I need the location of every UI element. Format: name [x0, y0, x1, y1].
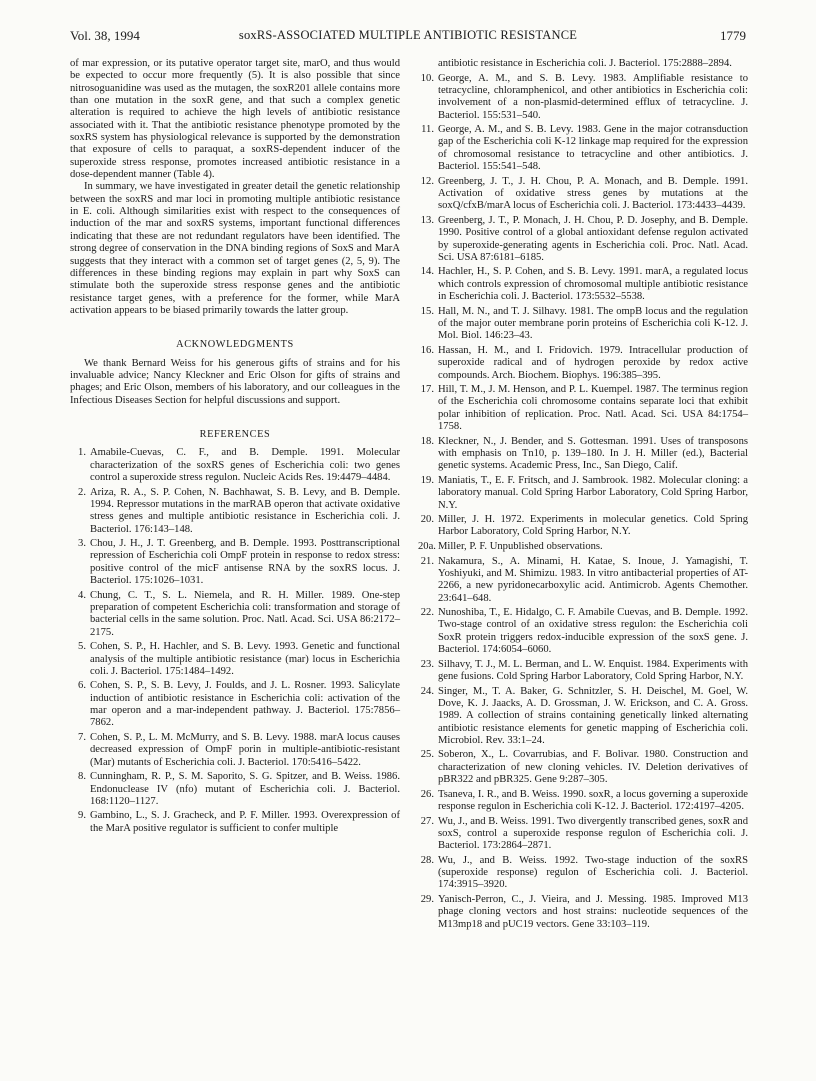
reference-item — [418, 855, 748, 892]
reference-item — [418, 514, 748, 539]
reference-item — [418, 541, 748, 553]
reference-number: 15. — [420, 305, 434, 317]
reference-list — [70, 447, 400, 835]
reference-item — [418, 659, 748, 684]
reference-number: 16. — [420, 344, 434, 356]
reference-item — [418, 789, 748, 814]
volume-label: Vol. 38, 1994 — [70, 28, 140, 43]
running-title: soxRS-ASSOCIATED MULTIPLE ANTIBIOTIC RESISTANCE — [238, 28, 578, 42]
reference-number: 20. — [420, 514, 434, 526]
reference-item — [70, 771, 400, 808]
reference-item — [418, 176, 748, 213]
reference-item — [70, 487, 400, 536]
reference-item — [70, 641, 400, 678]
acknowledgments-text: We thank Bernard Weiss for his generous gifts of strains and for his invaluable advice; Nancy Kleckner and Eric Olson for gifts of strains and phages; and Eric Olson, members of his laboratory, and our colleagues in the Infectious Diseases Section for helpful discussions and support. — [70, 357, 400, 406]
reference-text: Kleckner, N., J. Bender, and S. Gottesman. 1991. Uses of transposons with emphasis on Tn10, p. 139–180. In J. H. Miller (ed.), Bacterial genetic systems. Academic Press, Inc., San Diego, Calif. — [438, 435, 748, 472]
reference-text: Singer, M., T. A. Baker, G. Schnitzler, S. H. Deischel, M. Goel, W. Dove, K. J. Jaacks, A. D. Grossman, J. W. Erickson, and C. A. Gross. 1989. A collection of strains containing genetically linked alternating antibiotic resistance elements for genetic mapping of Escherichia coli. Microbiol. Rev. 33:1–24. — [438, 685, 748, 746]
reference-number: 29. — [420, 893, 434, 905]
reference-item — [418, 345, 748, 382]
reference-number: 10. — [420, 72, 434, 84]
reference-text: Wu, J., and B. Weiss. 1992. Two-stage induction of the soxRS (superoxide response) regulon of Escherichia coli. J. Bacteriol. 174:3915–3920. — [438, 854, 748, 891]
reference-number: 6. — [78, 680, 86, 692]
reference-item — [418, 306, 748, 343]
left-column — [70, 58, 400, 837]
reference-item — [418, 894, 748, 931]
reference-text: Hachler, H., S. P. Cohen, and S. B. Levy. 1991. marA, a regulated locus which controls expression of chromosomal multiple antibiotic resistance in Escherichia coli. J. Bacteriol. 173:5532–5538. — [438, 266, 748, 303]
reference-item — [418, 124, 748, 173]
reference-item — [70, 590, 400, 639]
reference-text: Cohen, S. P., L. M. McMurry, and S. B. Levy. 1988. marA locus causes decreased expression of OmpF porin in multiple-antibiotic-resistant (Mar) mutants of Escherichia coli. J. Bacteriol. 170:5416–5422. — [90, 731, 400, 768]
reference-continuation — [418, 58, 748, 70]
reference-text: Maniatis, T., E. F. Fritsch, and J. Sambrook. 1982. Molecular cloning: a laboratory manual. Cold Spring Harbor Laboratory, Cold Spring Harbor, N.Y. — [438, 474, 748, 511]
reference-item — [418, 73, 748, 122]
reference-item — [418, 749, 748, 786]
reference-text: Hassan, H. M., and I. Fridovich. 1979. Intracellular production of superoxide radical and of hydrogen peroxide by redox active compounds. Arch. Biochem. Biophys. 196:385–395. — [438, 344, 748, 381]
reference-text: Cunningham, R. P., S. M. Saporito, S. G. Spitzer, and B. Weiss. 1986. Endonuclease IV (nfo) mutant of Escherichia coli. J. Bacteriol. 168:1120–1127. — [90, 771, 400, 807]
reference-number: 7. — [78, 731, 86, 743]
right-column — [418, 58, 748, 933]
reference-text: George, A. M., and S. B. Levy. 1983. Gene in the major cotransduction gap of the Escherichia coli K-12 linkage map required for the expression of chromosomal resistance to tetracycline and other antibiotics. J. Bacteriol. 155:541–548. — [438, 124, 748, 173]
reference-text: Greenberg, J. T., P. Monach, J. H. Chou, P. D. Josephy, and B. Demple. 1990. Positive control of a global antioxidant defense regulon activated by superoxide-generating agents in Escherichia coli. Proc. Natl. Acad. Sci. USA 87:6181–6185. — [438, 214, 748, 263]
reference-text: Nakamura, S., A. Minami, H. Katae, S. Inoue, J. Yamagishi, T. Yoshiyuki, and M. Shimizu. 1983. In vitro antibacterial properties of AT-2266, a new pyridonecarboxylic acid. Antimicrob. Agents Chemother. 23:641–648. — [438, 555, 748, 604]
reference-item — [70, 810, 400, 835]
reference-number: 21. — [420, 555, 434, 567]
reference-text: antibiotic resistance in Escherichia coli. J. Bacteriol. 175:2888–2894. — [438, 58, 732, 69]
reference-item — [418, 816, 748, 853]
reference-text: Miller, J. H. 1972. Experiments in molecular genetics. Cold Spring Harbor Laboratory, Cold Spring Harbor, N.Y. — [438, 514, 748, 538]
reference-text: Tsaneva, I. R., and B. Weiss. 1990. soxR, a locus governing a superoxide response regulon in Escherichia coli K-12. J. Bacteriol. 172:4197–4205. — [438, 788, 748, 812]
reference-item — [418, 556, 748, 605]
reference-item — [70, 538, 400, 587]
reference-item — [418, 215, 748, 264]
reference-number: 11. — [421, 124, 434, 136]
reference-number: 12. — [420, 175, 434, 187]
reference-item — [418, 607, 748, 656]
reference-text: Cohen, S. P., S. B. Levy, J. Foulds, and J. L. Rosner. 1993. Salicylate induction of antibiotic resistance in Escherichia coli: activation of the mar operon and a mar-independent pathway. J. Bacteriol. 175:7856–7862. — [90, 680, 400, 729]
reference-number: 27. — [420, 815, 434, 827]
reference-text: Hall, M. N., and T. J. Silhavy. 1981. The ompB locus and the regulation of the major outer membrane porin proteins of Escherichia coli K-12. J. Mol. Biol. 146:23–43. — [438, 305, 748, 342]
reference-number: 18. — [420, 435, 434, 447]
reference-text: Yanisch-Perron, C., J. Vieira, and J. Messing. 1985. Improved M13 phage cloning vectors and host strains: nucleotide sequences of the M13mp18 and pUC19 vectors. Gene 33:103–119. — [438, 893, 748, 930]
reference-text: Cohen, S. P., H. Hachler, and S. B. Levy. 1993. Genetic and functional analysis of the multiple antibiotic resistance (mar) locus in Escherichia coli. J. Bacteriol. 175:1484–1492. — [90, 641, 400, 677]
reference-number: 19. — [420, 474, 434, 486]
reference-text: Chou, J. H., J. T. Greenberg, and B. Demple. 1993. Posttranscriptional repression of Escherichia coli OmpF protein in response to redox stress: positive control of the micF antisense RNA by the soxRS locus. J. Bacteriol. 175:1026–1031. — [90, 538, 400, 587]
reference-text: Amabile-Cuevas, C. F., and B. Demple. 1991. Molecular characterization of the soxRS genes of Escherichia coli: two genes control a superoxide stress regulon. Nucleic Acids Res. 19:4479–4484. — [90, 447, 400, 483]
body-paragraph: of mar expression, or its putative operator target site, marO, and thus would be expected to occur more frequently (5). It is also possible that since nitrosoguanidine was used as the mutagen, the soxR201 allele contains more than one mutation in the soxR gene, and that such a complex genetic alteration is required to achieve the high levels of antibiotic resistance associated with it. That the antibiotic resistance phenotype promoted by the soxRS system has physiological relevance is supported by the demonstration that exposure of cells to paraquat, a soxRS-dependent inducer of the superoxide stress response, promotes increased antibiotic resistance in a dose-dependent manner (Table 4). — [70, 58, 400, 181]
page-header — [70, 28, 746, 50]
reference-number: 1. — [78, 447, 86, 459]
reference-item — [418, 686, 748, 748]
reference-text: Ariza, R. A., S. P. Cohen, N. Bachhawat, S. B. Levy, and B. Demple. 1994. Repressor mutations in the marRAB operon that activate oxidative stress genes and multiple antibiotic resistance in Escherichia coli. J. Bacteriol. 176:143–148. — [90, 486, 400, 535]
reference-text: Chung, C. T., S. L. Niemela, and R. H. Miller. 1989. One-step preparation of competent Escherichia coli: transformation and storage of bacterial cells in the same solution. Proc. Natl. Acad. Sci. USA 86:2172–2175. — [90, 589, 400, 638]
reference-text: Miller, P. F. Unpublished observations. — [438, 540, 603, 552]
reference-text: Wu, J., and B. Weiss. 1991. Two divergently transcribed genes, soxR and soxS, control a superoxide response regulon of Escherichia coli. J. Bacteriol. 173:2864–2871. — [438, 815, 748, 852]
reference-item — [418, 475, 748, 512]
reference-text: Greenberg, J. T., J. H. Chou, P. A. Monach, and B. Demple. 1991. Activation of oxidative stress genes by mutations at the soxQ/cfxB/marA locus of Escherichia coli. J. Bacteriol. 173:4433–4439. — [438, 175, 748, 212]
reference-list — [418, 58, 748, 931]
reference-number: 22. — [420, 607, 434, 619]
reference-number: 3. — [78, 538, 86, 550]
reference-number: 9. — [78, 810, 86, 822]
reference-item — [418, 436, 748, 473]
reference-number: 5. — [78, 641, 86, 653]
reference-item — [418, 384, 748, 433]
reference-text: George, A. M., and S. B. Levy. 1983. Amplifiable resistance to tetracycline, chloramphenicol, and other antibiotics in Escherichia coli: involvement of a non-plasmid-determined efflux of tetracycline. J. Bacteriol. 155:531–540. — [438, 72, 748, 121]
reference-item — [70, 732, 400, 769]
reference-number: 20a. — [418, 540, 436, 552]
reference-number: 14. — [420, 266, 434, 278]
reference-text: Nunoshiba, T., E. Hidalgo, C. F. Amabile Cuevas, and B. Demple. 1992. Two-stage control of an oxidative stress regulon: the Escherichia coli SoxR protein triggers redox-inducible expression of the soxS gene. J. Bacteriol. 174:6054–6060. — [438, 607, 748, 656]
reference-text: Hill, T. M., J. M. Henson, and P. L. Kuempel. 1987. The terminus region of the Escherichia coli chromosome contains separate loci that exhibit polar inhibition of replication. Proc. Natl. Acad. Sci. USA 84:1754–1758. — [438, 384, 748, 433]
reference-number: 23. — [420, 658, 434, 670]
reference-text: Soberon, X., L. Covarrubias, and F. Bolivar. 1980. Construction and characterization of new cloning vehicles. IV. Deletion derivatives of pBR322 and pBR325. Gene 9:287–305. — [438, 749, 748, 786]
reference-number: 24. — [420, 685, 434, 697]
reference-number: 4. — [78, 589, 86, 601]
page-number: 1779 — [720, 28, 746, 43]
references-heading: REFERENCES — [199, 428, 271, 440]
reference-number: 17. — [420, 384, 434, 396]
reference-number: 25. — [420, 749, 434, 761]
reference-number: 28. — [420, 854, 434, 866]
reference-number: 26. — [420, 788, 434, 800]
body-paragraph: In summary, we have investigated in greater detail the genetic relationship between the soxRS and mar loci in promoting multiple antibiotic resistance in E. coli. Although similarities exist with respect to the consequences of induction of the mar and soxRS systems, important functional differences indicating that these are not redundant regulators have been identified. The strong degree of conservation in the DNA binding regions of SoxS and MarA suggests that they interact with a common set of target genes (2, 5, 9). The differences in these binding regions may explain in part why SoxS can stimulate both the superoxide stress response genes and the antibiotic resistance target genes, with a preference for the former, while MarA activation appears to be biased primarily towards the latter group. — [70, 181, 400, 316]
reference-item — [418, 266, 748, 303]
reference-item — [70, 680, 400, 729]
reference-item — [70, 447, 400, 484]
reference-number: 8. — [78, 771, 86, 783]
acknowledgments-heading: ACKNOWLEDGMENTS — [176, 339, 294, 351]
reference-number: 2. — [78, 486, 86, 498]
reference-text: Silhavy, T. J., M. L. Berman, and L. W. Enquist. 1984. Experiments with gene fusions. Cold Spring Harbor Laboratory, Cold Spring Harbor, N.Y. — [438, 658, 748, 682]
reference-number: 13. — [420, 214, 434, 226]
reference-text: Gambino, L., S. J. Gracheck, and P. F. Miller. 1993. Overexpression of the MarA positive regulator is sufficient to confer multiple — [90, 810, 400, 834]
